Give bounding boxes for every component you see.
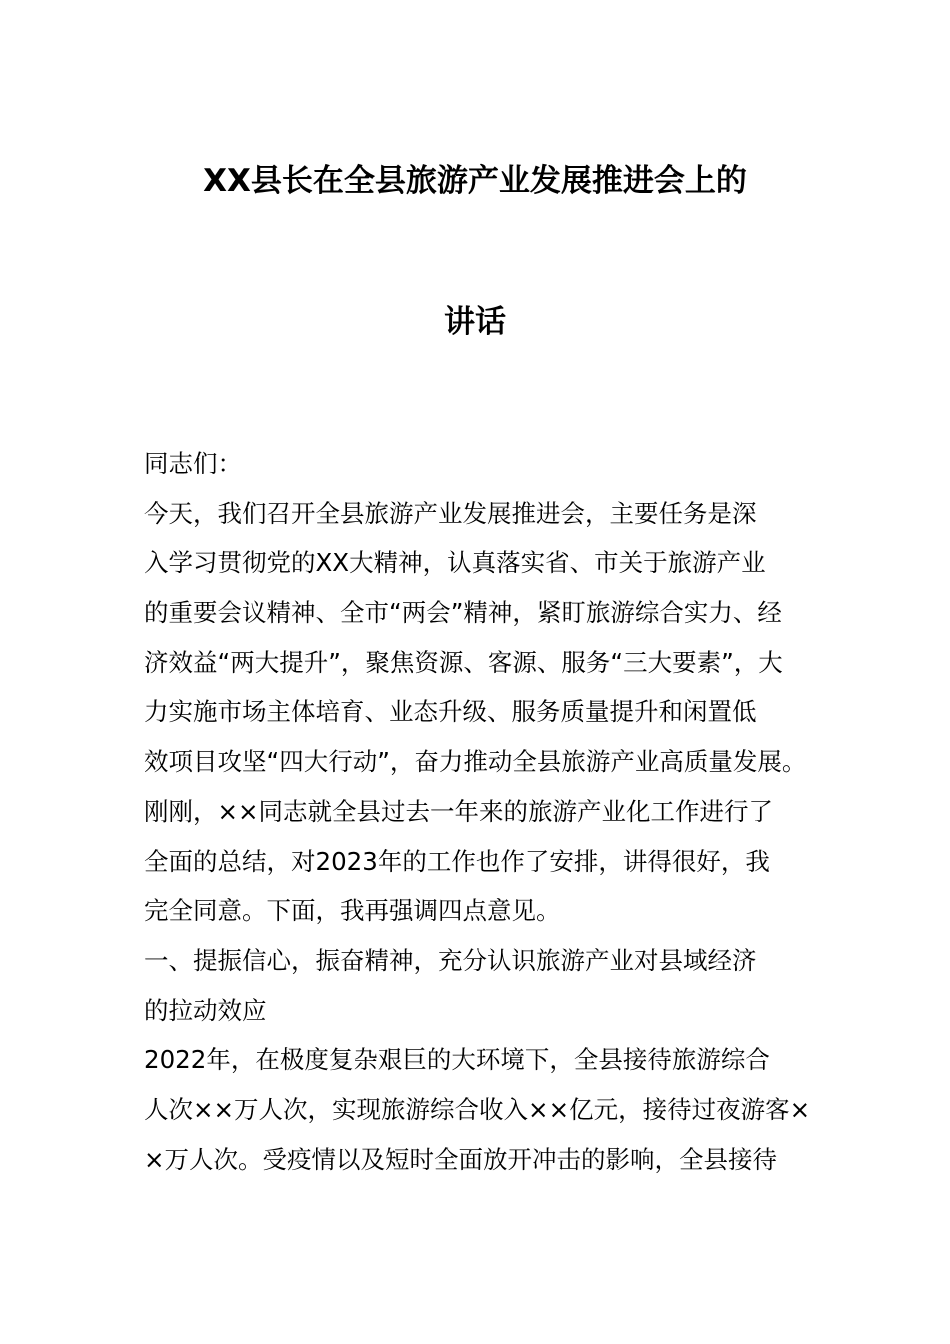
document-title-line-1: XX县长在全县旅游产业发展推进会上的 — [203, 163, 747, 199]
body-line: 入学习贯彻党的XX大精神，认真落实省、市关于旅游产业 — [144, 548, 766, 578]
body-line: 全面的总结，对2023年的工作也作了安排，讲得很好，我 — [144, 846, 770, 876]
section-heading-line: 一、提振信心，振奋精神，充分认识旅游产业对县域经济 — [144, 945, 757, 975]
body-line: 完全同意。下面，我再强调四点意见。 — [144, 896, 561, 926]
document-body — [144, 446, 824, 1191]
body-line: 今天，我们召开全县旅游产业发展推进会，主要任务是深 — [144, 498, 757, 528]
body-line: 力实施市场主体培育、业态升级、服务质量提升和闲置低 — [144, 697, 757, 727]
body-line: 的重要会议精神、全市“两会”精神，紧盯旅游综合实力、经 — [144, 598, 782, 628]
body-line: 刚刚，××同志就全县过去一年来的旅游产业化工作进行了 — [144, 796, 774, 826]
body-line: 人次××万人次，实现旅游综合收入××亿元，接待过夜游客× — [144, 1094, 811, 1124]
salutation: 同志们： — [144, 449, 242, 478]
document-title-line-2: 讲话 — [444, 304, 506, 340]
body-line: ×万人次。受疫情以及短时全面放开冲击的影响，全县接待 — [144, 1144, 778, 1174]
section-heading-line: 的拉动效应 — [144, 995, 267, 1025]
body-line: 济效益“两大提升”，聚焦资源、客源、服务“三大要素”，大 — [144, 647, 783, 677]
body-line: 2022年，在极度复杂艰巨的大环境下，全县接待旅游综合 — [144, 1045, 770, 1075]
body-line: 效项目攻坚“四大行动”，奋力推动全县旅游产业高质量发展。 — [144, 747, 807, 777]
